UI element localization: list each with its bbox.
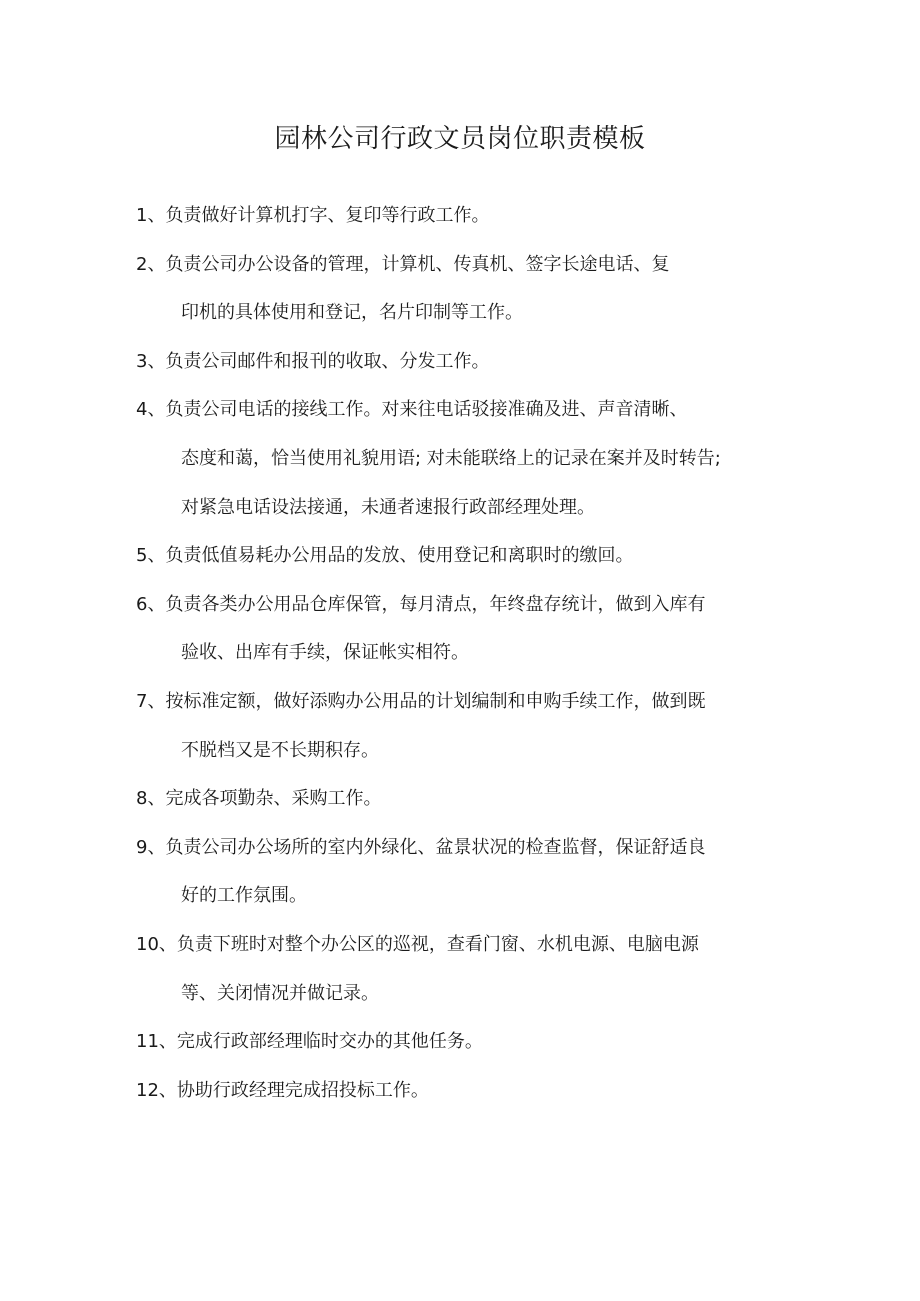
list-item <box>136 241 816 338</box>
item-continuation-line: 不脱档又是不长期积存。 <box>181 739 379 761</box>
item-number: 5 <box>136 545 148 567</box>
item-first-line <box>136 775 816 824</box>
item-first-line <box>136 581 816 630</box>
list-item <box>136 678 816 775</box>
item-first-line <box>136 338 816 387</box>
list-item <box>136 921 816 1018</box>
item-number: 4 <box>136 399 148 421</box>
item-separator: 、 <box>147 836 166 858</box>
item-number: 7 <box>136 690 148 712</box>
item-separator: 、 <box>147 593 166 615</box>
item-continuation-line: 好的工作氛围。 <box>181 885 307 907</box>
item-first-line <box>136 241 816 290</box>
item-first-line <box>136 386 816 435</box>
item-first-line <box>136 532 816 581</box>
item-text: 负责公司办公场所的室内外绿化、盆景状况的检查监督，保证舒适良 <box>165 836 706 858</box>
item-text: 负责公司电话的接线工作。对来往电话驳接准确及进、声音清晰、 <box>165 399 688 421</box>
item-text: 协助行政经理完成招投标工作。 <box>176 1079 429 1101</box>
item-text: 负责做好计算机打字、复印等行政工作。 <box>165 205 490 226</box>
item-text: 负责低值易耗办公用品的发放、使用登记和离职时的缴回。 <box>165 545 634 567</box>
item-first-line <box>136 678 816 727</box>
item-continuation-line: 等、关闭情况并做记录。 <box>181 982 379 1004</box>
item-text: 完成各项勤杂、采购工作。 <box>165 788 382 810</box>
item-separator: 、 <box>158 933 177 955</box>
item-separator: 、 <box>147 253 166 275</box>
item-text: 负责下班时对整个办公区的巡视，查看门窗、水机电源、电脑电源 <box>176 933 699 955</box>
item-first-line <box>136 192 816 241</box>
item-separator: 、 <box>147 788 166 810</box>
list-item <box>136 192 816 241</box>
item-first-line <box>136 1067 816 1116</box>
item-number: 6 <box>136 593 148 615</box>
item-text: 负责公司邮件和报刊的收取、分发工作。 <box>165 350 490 372</box>
item-number: 10 <box>136 933 159 955</box>
item-number: 2 <box>136 253 148 275</box>
item-separator: 、 <box>147 350 166 372</box>
item-number: 9 <box>136 836 148 858</box>
item-first-line <box>136 1018 816 1067</box>
list-item <box>136 1018 816 1067</box>
item-separator: 、 <box>147 399 166 421</box>
list-item <box>136 532 816 581</box>
item-number: 3 <box>136 350 148 372</box>
item-number: 1 <box>136 205 148 226</box>
item-text: 完成行政部经理临时交办的其他任务。 <box>176 1031 483 1053</box>
list-item <box>136 824 816 921</box>
item-continuation-line: 验收、出库有手续，保证帐实相符。 <box>181 642 469 664</box>
list-item <box>136 581 816 678</box>
item-first-line <box>136 824 816 873</box>
duty-list <box>136 192 816 1115</box>
item-continuation-line: 印机的具体使用和登记，名片印制等工作。 <box>181 302 523 324</box>
page-title: 园林公司行政文员岗位职责模板 <box>274 124 646 154</box>
list-item <box>136 386 816 532</box>
list-item <box>136 775 816 824</box>
item-number: 12 <box>136 1079 159 1101</box>
item-first-line <box>136 921 816 970</box>
item-separator: 、 <box>158 1079 177 1101</box>
item-text: 按标准定额，做好添购办公用品的计划编制和申购手续工作，做到既 <box>165 690 706 712</box>
item-separator: 、 <box>147 545 166 567</box>
item-number: 8 <box>136 788 148 810</box>
item-separator: 、 <box>147 205 166 226</box>
list-item <box>136 1067 816 1116</box>
list-item <box>136 338 816 387</box>
item-number: 11 <box>136 1031 159 1053</box>
item-text: 负责公司办公设备的管理，计算机、传真机、签字长途电话、复 <box>165 253 670 275</box>
item-continuation-line: 态度和蔼，恰当使用礼貌用语; 对未能联络上的记录在案并及时转告; <box>181 447 721 469</box>
item-separator: 、 <box>147 690 166 712</box>
item-text: 负责各类办公用品仓库保管，每月清点，年终盘存统计，做到入库有 <box>165 593 706 615</box>
item-separator: 、 <box>158 1031 177 1053</box>
item-continuation-line: 对紧急电话设法接通，未通者速报行政部经理处理。 <box>181 496 595 518</box>
